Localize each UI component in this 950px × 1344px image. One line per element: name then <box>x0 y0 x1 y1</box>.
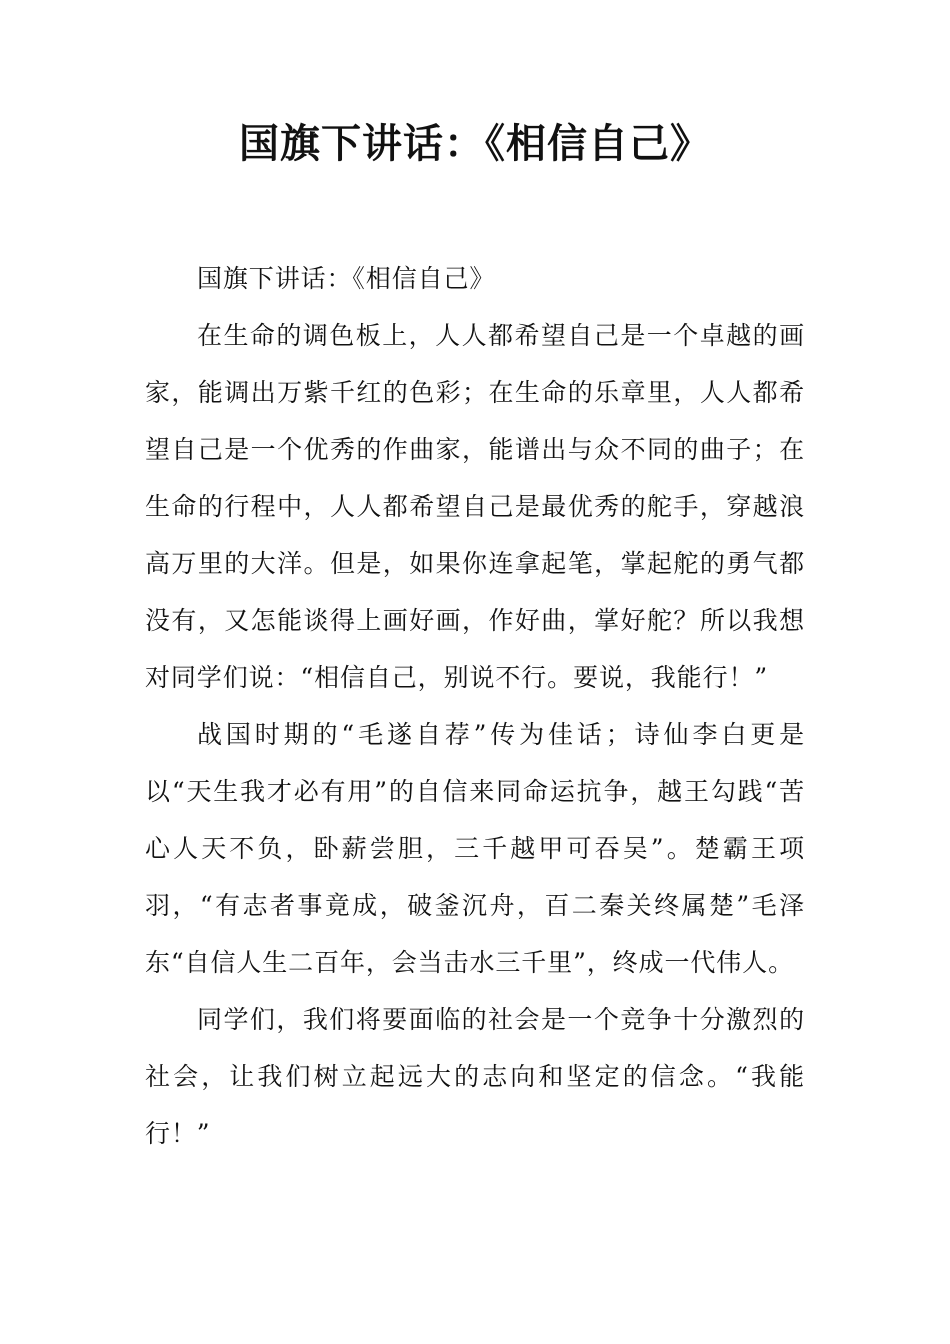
paragraph: 战国时期的“毛遂自荐”传为佳话；诗仙李白更是以“天生我才必有用”的自信来同命运抗争，越王勾践“苦心人天不负，卧薪尝胆，三千越甲可吞吴”。楚霸王项羽，“有志者事竟成，破釜沉舟，百二秦关终属楚”毛泽东“自信人生二百年，会当击水三千里”，终成一代伟人。 <box>145 720 805 977</box>
document-body <box>145 250 805 1162</box>
paragraph: 在生命的调色板上，人人都希望自己是一个卓越的画家，能调出万紫千红的色彩；在生命的乐章里，人人都希望自己是一个优秀的作曲家，能谱出与众不同的曲子；在生命的行程中，人人都希望自己是最优秀的舵手，穿越浪高万里的大洋。但是，如果你连拿起笔，掌起舵的勇气都没有，又怎能谈得上画好画，作好曲，掌好舵？所以我想对同学们说：“相信自己，别说不行。要说，我能行！” <box>145 321 805 692</box>
page-title: 国旗下讲话：《相信自己》 <box>239 121 711 167</box>
paragraph: 同学们，我们将要面临的社会是一个竞争十分激烈的社会，让我们树立起远大的志向和坚定的信念。“我能行！” <box>145 1005 805 1148</box>
paragraph: 国旗下讲话：《相信自己》 <box>197 264 496 293</box>
